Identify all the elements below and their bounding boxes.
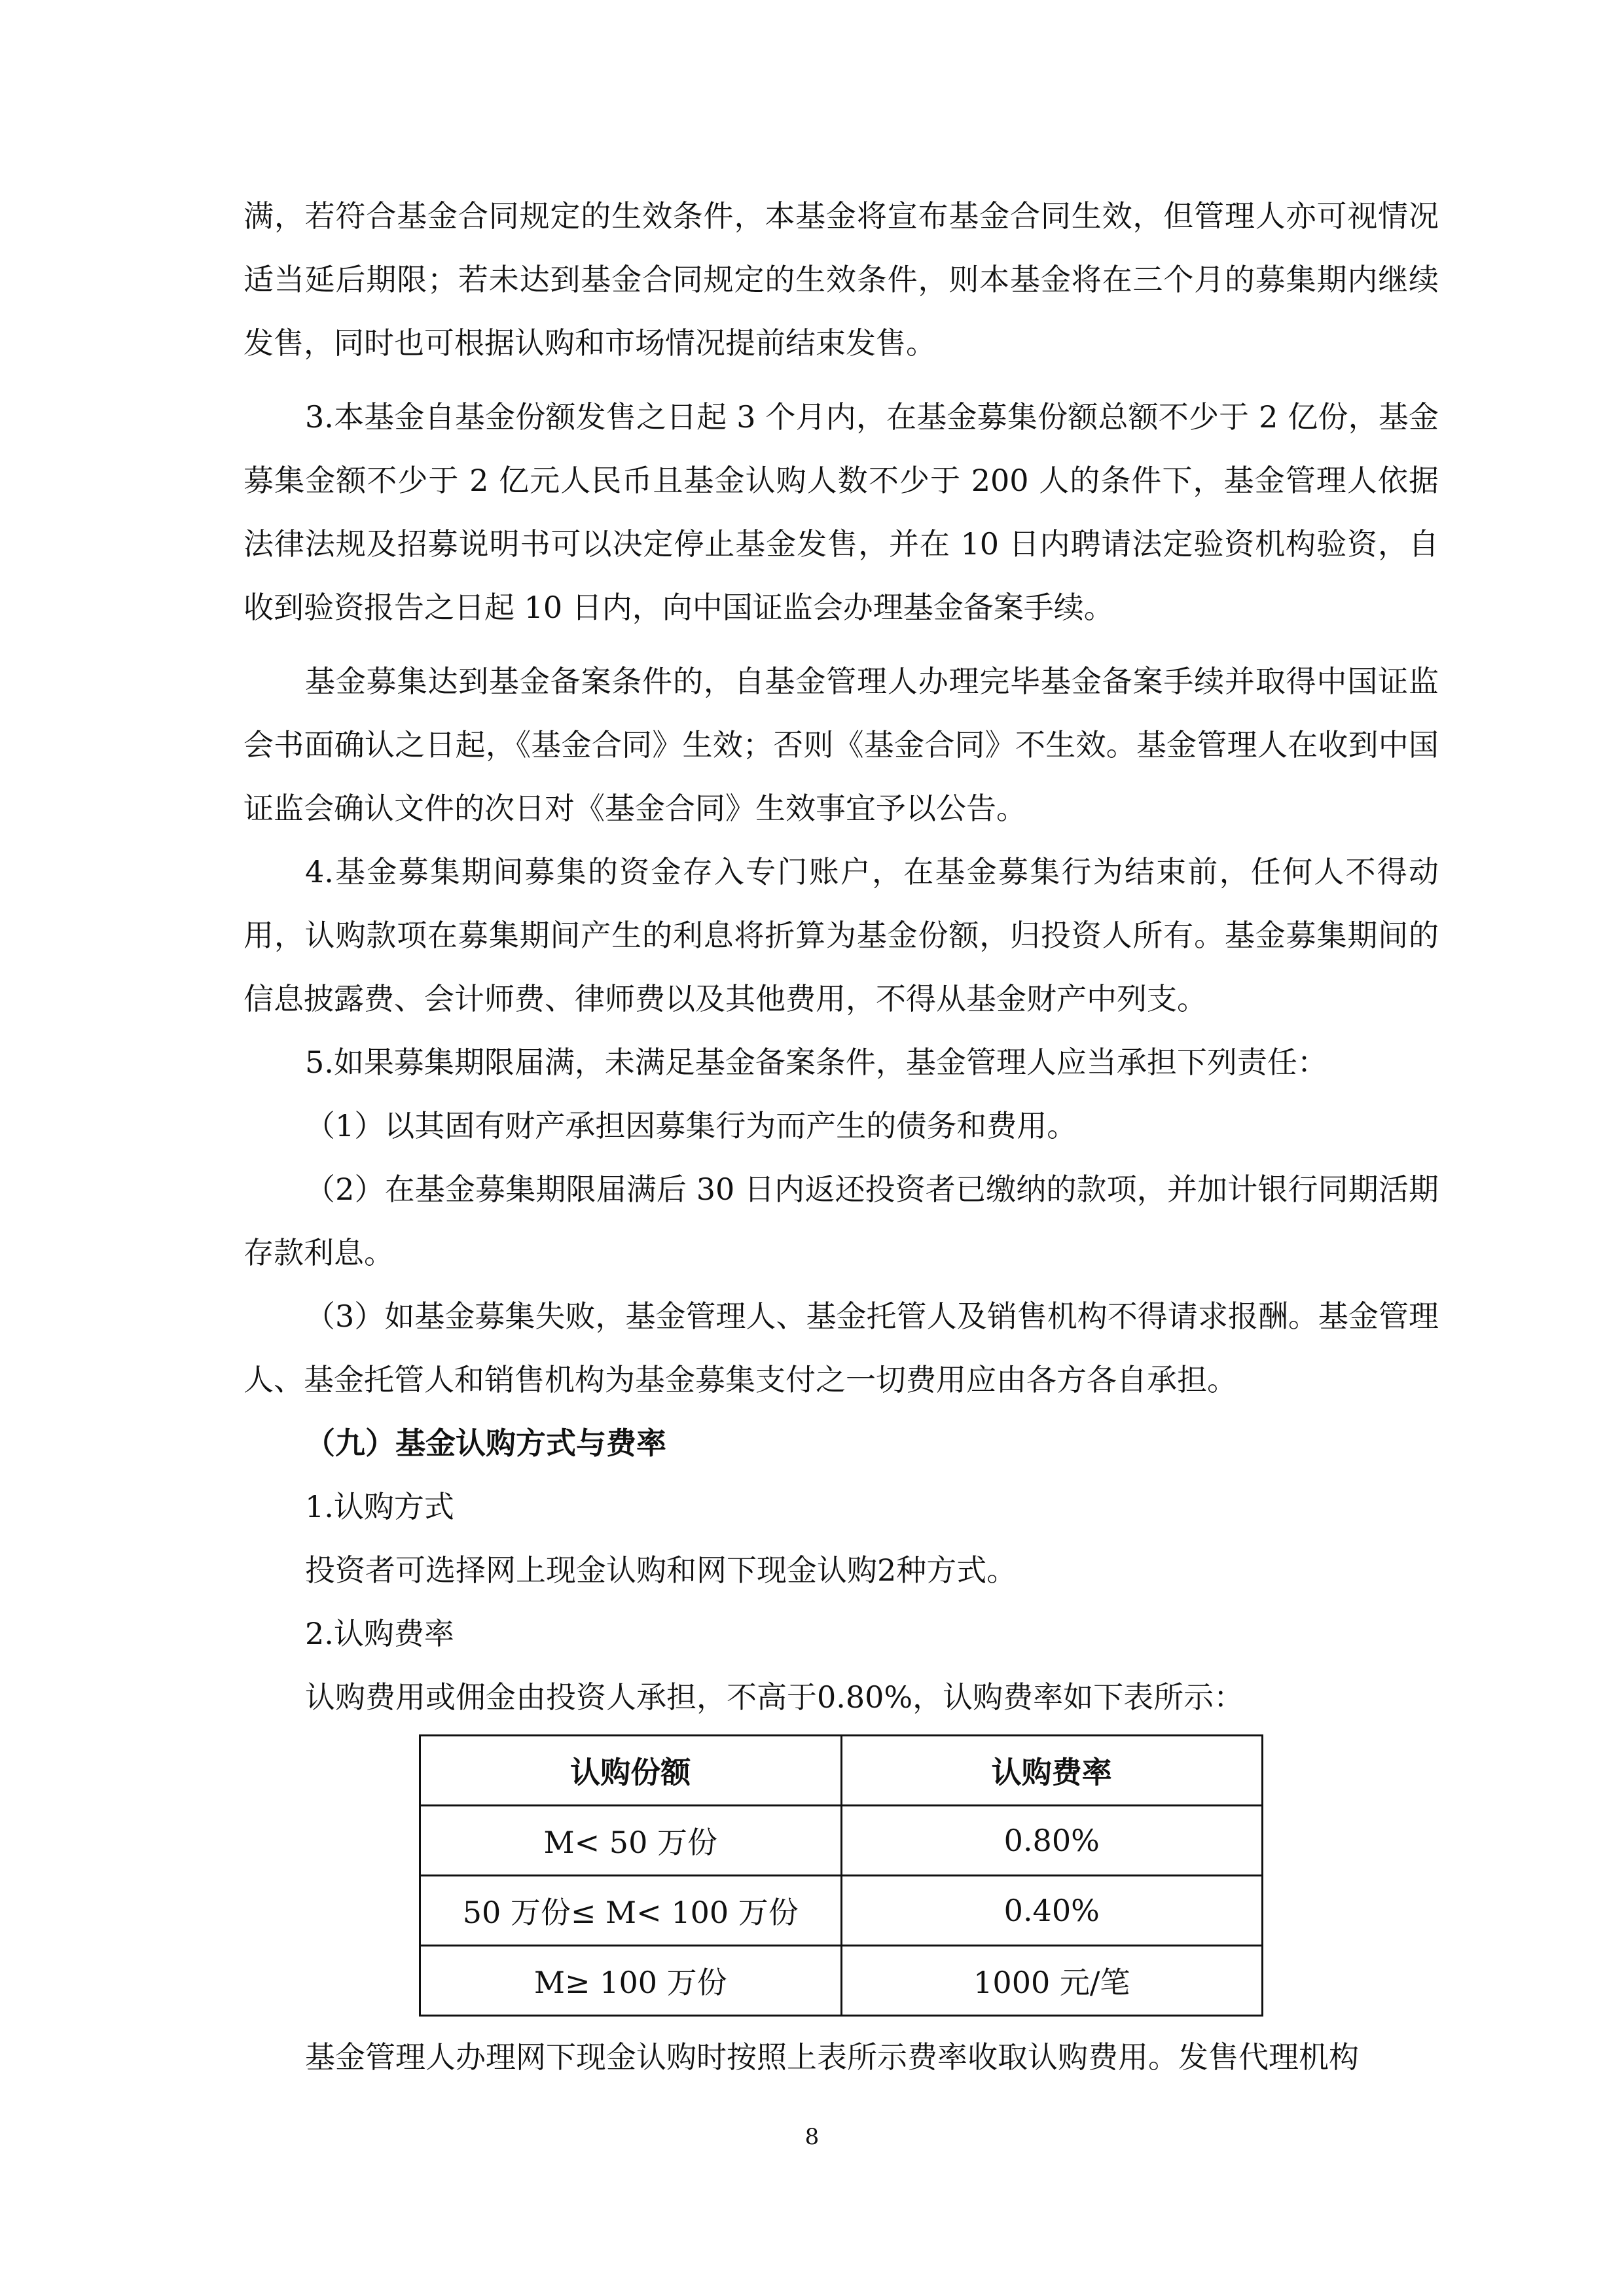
table-cell: 0.80% xyxy=(841,1806,1263,1876)
body-paragraph: 3.本基金自基金份额发售之日起 3 个月内，在基金募集份额总额不少于 2 亿份，基金募集金额不少于 2 亿元人民币且基金认购人数不少于 200 人的条件下，基金管理人依据法律法规及招募说明书可以决定停止基金发售，并在 10 日内聘请法定验资机构验资，自收到验资报告之日起 10 日内，向中国证监会办理基金备案手续。 xyxy=(244,399,1439,625)
body-paragraph: （2）在基金募集期限届满后 30 日内返还投资者已缴纳的款项，并加计银行同期活期存款利息。 xyxy=(244,1172,1439,1270)
table-row xyxy=(420,1806,1263,1876)
document-page xyxy=(244,185,1439,2089)
table-cell: M< 50 万份 xyxy=(420,1806,842,1876)
page-number: 8 xyxy=(804,2124,820,2150)
subsection-heading: 1.认购方式 xyxy=(305,1489,454,1524)
table-cell: 50 万份≤ M< 100 万份 xyxy=(420,1876,842,1946)
body-paragraph: （3）如基金募集失败，基金管理人、基金托管人及销售机构不得请求报酬。基金管理人、基金托管人和销售机构为基金募集支付之一切费用应由各方各自承担。 xyxy=(244,1299,1439,1397)
body-paragraph: 基金管理人办理网下现金认购时按照上表所示费率收取认购费用。发售代理机构 xyxy=(305,2039,1359,2075)
table-cell: M≥ 100 万份 xyxy=(420,1946,842,2016)
body-paragraph: （1）以其固有财产承担因募集行为而产生的债务和费用。 xyxy=(305,1108,1077,1143)
table-cell: 1000 元/笔 xyxy=(841,1946,1263,2016)
body-paragraph: 5.如果募集期限届满，未满足基金备案条件，基金管理人应当承担下列责任： xyxy=(305,1045,1327,1080)
subsection-heading: 2.认购费率 xyxy=(305,1616,454,1651)
table-row xyxy=(420,1946,1263,2016)
table-cell: 0.40% xyxy=(841,1876,1263,1946)
body-paragraph: 4.基金募集期间募集的资金存入专门账户，在基金募集行为结束前，任何人不得动用，认购款项在募集期间产生的利息将折算为基金份额，归投资人所有。基金募集期间的信息披露费、会计师费、律师费以及其他费用，不得从基金财产中列支。 xyxy=(244,854,1439,1016)
table-header-row xyxy=(420,1736,1263,1806)
body-paragraph: 满，若符合基金合同规定的生效条件，本基金将宣布基金合同生效，但管理人亦可视情况适当延后期限；若未达到基金合同规定的生效条件，则本基金将在三个月的募集期内继续发售，同时也可根据认购和市场情况提前结束发售。 xyxy=(244,198,1439,361)
table-row xyxy=(420,1876,1263,1946)
body-paragraph: 投资者可选择网上现金认购和网下现金认购2种方式。 xyxy=(305,1552,1017,1588)
section-heading: （九）基金认购方式与费率 xyxy=(305,1426,666,1461)
table-header-cell: 认购费率 xyxy=(841,1736,1263,1806)
body-paragraph: 认购费用或佣金由投资人承担，不高于0.80%，认购费率如下表所示： xyxy=(305,1679,1244,1715)
subscription-fee-table xyxy=(419,1734,1263,2017)
table-header-cell: 认购份额 xyxy=(420,1736,842,1806)
body-paragraph: 基金募集达到基金备案条件的，自基金管理人办理完毕基金备案手续并取得中国证监会书面确认之日起，《基金合同》生效；否则《基金合同》不生效。基金管理人在收到中国证监会确认文件的次日对《基金合同》生效事宜予以公告。 xyxy=(244,664,1439,826)
